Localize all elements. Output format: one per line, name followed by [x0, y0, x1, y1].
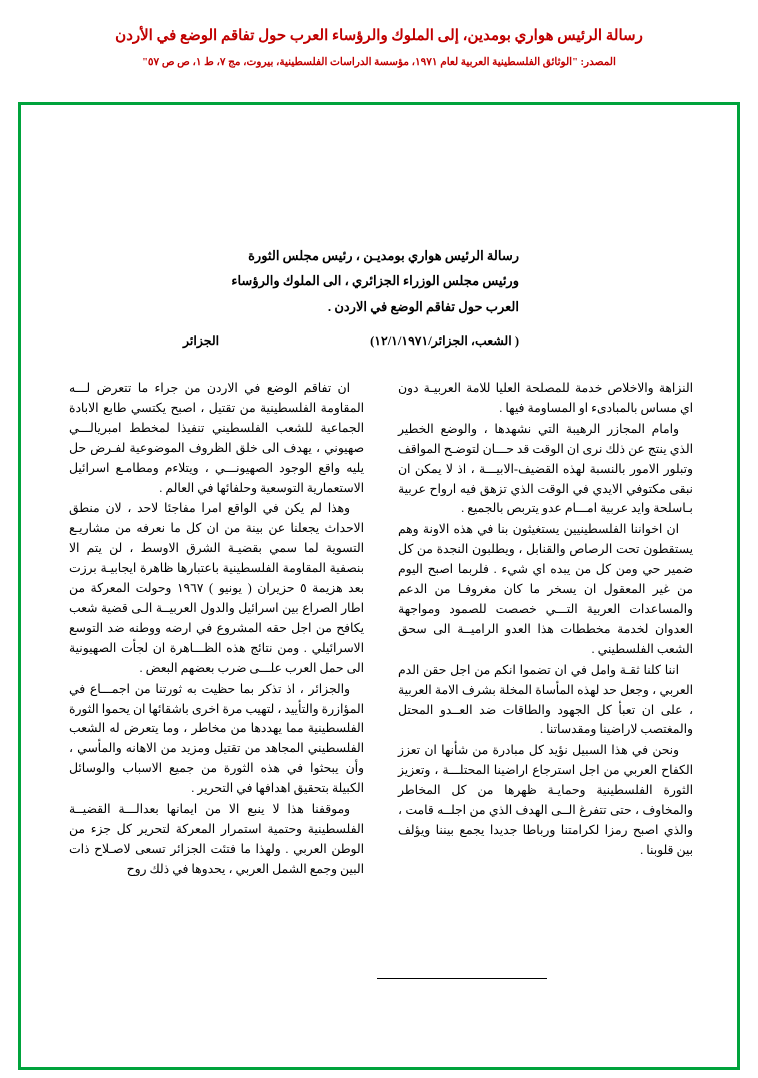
- body-columns: [43, 379, 715, 881]
- paragraph: ونحن في هذا السبيل نؤيد كل مبادرة من شأنها ان تعزز الكفاح العربي من اجل استرجاع اراضينا المحتلـــة ، وتعزيز الثورة الفلسطينية وحمايـة ظهرها من كل المخاطر والمخاوف ، حتى تتفرغ الــى الهدف الذي من اجلــه قامت ، والذي اصبح رمزا لكرامتنا ورباطا جديدا يجمع بيننا ويؤلف بين قلوبنا .: [398, 743, 693, 857]
- dateline-place: الجزائر: [183, 334, 220, 349]
- document-title-line-1: رسالة الرئيس هواري بومديـن ، رئيس مجلس الثورة: [248, 248, 519, 263]
- page-title: رسالة الرئيس هواري بومدين، إلى الملوك والرؤساء العرب حول تفاقم الوضع في الأردن: [115, 28, 643, 44]
- paragraph: وهذا لم يكن في الواقع امرا مفاجئا لاحد ، لان منطق الاحداث يجعلنا عن بينة من ان كل ما نعرفه من مشاريـع التسوية لما سمي بقضيـة الشرق الاوسط ، لن يتم الا بنصفية المقاومة الفلسطينية باعتبارها ظاهرة ايجابيـة برزت بعد هزيمة ٥ حزيران ( يونيو ) ١٩٦٧ وحولت المعركة من اطار الصراع بين اسرائيل والدول العربيــة الـى قضية شعب يكافح من اجل حقه المشروع في ارضه ووطنه ضد التوسع الاسرائيلي . ومن نتائج هذه الظـــاهرة ان لجأت الصهيونية الى حمل العرب علـــى ضرب بعضهم البعض .: [69, 501, 364, 675]
- paragraph: ان تفاقم الوضع في الاردن من جراء ما تتعرض لـــه المقاومة الفلسطينية من تقتيل ، اصبح يكتسي طابع الابادة الجماعية للشعب الفلسطيني تنفيذا لمخطط امبريالـــي صهيوني ، يهدف الى خلق الظروف الموضوعية لفـرض حل يليه واقع الوجود الصهيونـــي ، ويتلاءم ومطامـع اسرائيل الاستعمارية التوسعية وحلفائها في العالم .: [69, 381, 364, 495]
- paragraph: ان اخواننا الفلسطينيين يستغيثون بنا في هذه الاونة وهم يستقطون تحت الرصاص والقنابل ، ويطلبون النجدة من كل ضمير حي ومن كل من يبده اي شيء . فلربما اصبح اليوم من غير المعقول ان يسخر ما كان مغروفـا من الدعم والمساعدات العربية التـــي خصصت للصمود ومواجهة العدوان لخدمة مخططات هذا العدو الراميــة الى سحق الشعب الفلسطيني .: [398, 522, 693, 656]
- page-header: [0, 0, 758, 71]
- paragraph: وامام المجازر الرهيبة التي نشهدها ، والوضع الخطير الذي ينتج عن ذلك نرى ان الوقت قد حـــان لتوضـح المواقف وتبلور الامور بالنسبة لهذه القضيف-الابيـــة ، اذ لا يمكن ان نبقى مكتوفي الايدي في الوقت الذي تزهق فيه ارواح عربية بـاسلحة وايد عربية امـــام عدو يتربص بالجميع .: [398, 421, 693, 516]
- dateline-row: [183, 333, 519, 349]
- document-body: [21, 105, 737, 1067]
- document-title-block: [163, 243, 519, 319]
- paragraph: وموقفنا هذا لا ينبع الا من ايمانها بعدالـــة القضيــة الفلسطينية وحتمية استمرار المعركة لتحرير كل جزء من الوطن العربي . ولهذا ما فتئت الجزائر تسعى لاصـلاح ذات البين وجمع الشمل العربي ، يحدوها في ذلك روح: [69, 802, 364, 876]
- left-column: [398, 379, 693, 881]
- dateline-source: ( الشعب، الجزائر/١٢/١/١٩٧١): [370, 334, 519, 349]
- right-column: [69, 379, 364, 881]
- footer-divider: [377, 978, 547, 979]
- green-border-frame: [18, 102, 740, 1070]
- paragraph: النزاهة والاخلاص خدمة للمصلحة العليا للامة العربيـة دون اي مساس بالمبادىء او المساومة فيها .: [398, 381, 693, 415]
- document-title-line-2: ورئيس مجلس الوزراء الجزائري ، الى الملوك والرؤساء: [231, 273, 519, 289]
- paragraph: اننا كلنا ثقـة وامل في ان تضموا انكم من اجل حقن الدم العربي ، وجعل حد لهذه المأساة المخلة بشرف الامة العربية ، على ان تعبأ كل الجهود والطاقات ضد العــدو المحتل والمغتصب لاراضينا ومقدساتنا .: [398, 662, 693, 737]
- document-title-line-3: العرب حول تفاقم الوضع في الاردن .: [327, 298, 519, 314]
- source-line: المصدر: "الوثائق الفلسطينية العربية لعام ١٩٧١، مؤسسة الدراسات الفلسطينية، بيروت، مج ٧، ط ١، ص ص ٥٧": [142, 57, 616, 68]
- paragraph: والجزائر ، اذ تذكر بما حظيت به ثورتنا من اجمـــاع في المؤازرة والتأييد ، لتهيب مرة اخرى باشقائها ان يحموا الثورة الفلسطينية مما يهددها من مخاطر ، وما يتعرض له الشعب الفلسطيني المجاهد من تقتيل ومزيد من الاهانه والمأسي ، وأن يبحثوا في هذه الثورة من جميع الاسباب والوسائل الكبيلة بتحقيق اهدافها في التحرير .: [69, 681, 364, 796]
